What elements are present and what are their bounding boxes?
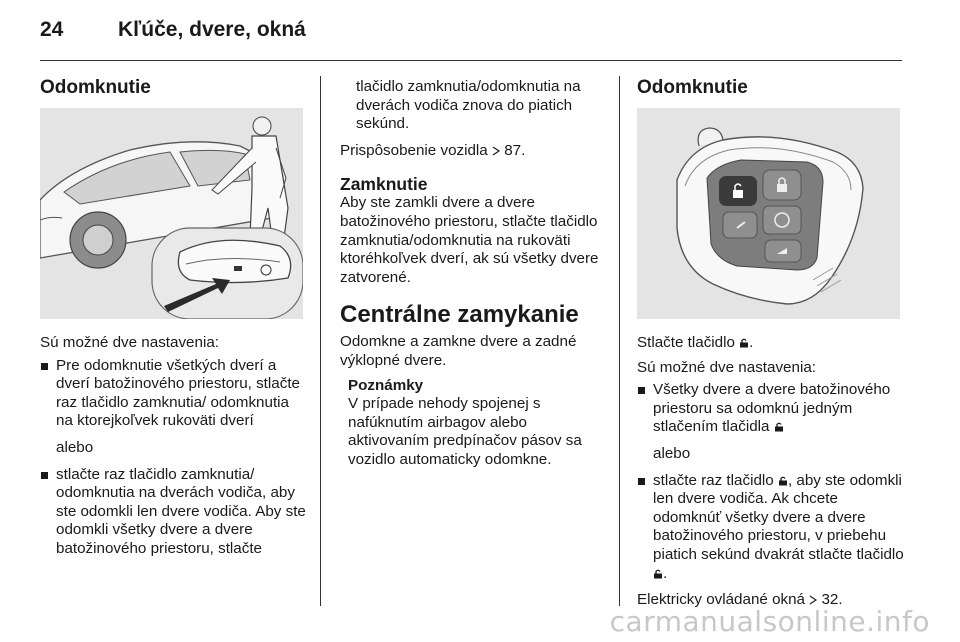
left-option-list <box>40 357 306 431</box>
car-door-handle-illustration <box>40 108 303 319</box>
settings-intro: Sú možné dve nastavenia: <box>40 334 219 351</box>
page-number: 24 <box>40 18 64 41</box>
adaptation-reference <box>340 142 610 161</box>
right-option-list <box>637 381 907 437</box>
press-text: Stlačte tlačidlo <box>637 334 735 351</box>
adaptation-text: Prispôsobenie vozidla <box>340 141 488 159</box>
page-reference-arrow-icon <box>492 146 500 156</box>
header-rule <box>40 60 902 61</box>
option-driver-door-a: stlačte raz tlačidlo <box>653 471 774 489</box>
right-column <box>637 77 907 99</box>
section-heading-lock: Zamknutie <box>340 174 428 195</box>
continuation-text: tlačidlo zamknutia/odomknutia na dverách vodiča znova do piatich sekúnd. <box>356 78 581 133</box>
windows-text: Elektricky ovládané okná <box>637 591 805 609</box>
page-reference-arrow-icon <box>809 595 817 605</box>
column-divider-left <box>320 76 321 606</box>
list-item <box>637 472 907 584</box>
unlock-icon <box>739 338 749 348</box>
option-all-doors: Pre odomknutie všetkých dverí a dverí batožinového priestoru, stlačte raz tlačidlo zamknutia/ odomknutia na ktorejkoľvek rukoväti dverí <box>56 356 300 430</box>
central-locking-text: Odomkne a zamkne dvere a zadné výklopné dvere. <box>340 333 577 369</box>
watermark: carmanualsonline.info <box>609 605 930 638</box>
option-driver-door: stlačte raz tlačidlo zamknutia/ odomknutia na dverách vodiča, aby ste odomkli len dvere vodiča. Aby ste odomkli všetky dvere a dvere batožinového priestoru, stlačte <box>56 465 306 557</box>
column-divider-right <box>619 76 620 606</box>
note-box <box>340 377 610 470</box>
press-end: . <box>749 334 754 351</box>
section-heading-unlock: Odomknutie <box>40 77 151 98</box>
option-driver-door-b: , aby ste odomkli len dvere vodiča. Ak chcete odomknúť všetky dvere a dvere batožinového priestoru, v priebehu piatich sekúnd dvakrát stlačte tlačidlo <box>653 471 904 563</box>
left-column-body <box>40 334 306 559</box>
right-column-body <box>637 334 907 610</box>
list-item <box>40 357 306 431</box>
remote-key-illustration <box>637 108 900 319</box>
right-option-list-2 <box>637 472 907 584</box>
option-all-doors-remote: Všetky dvere a dvere batožinového priestoru sa odomknú jedným stlačením tlačidla <box>653 381 891 436</box>
right-or-separator: alebo <box>653 444 691 462</box>
note-title: Poznámky <box>348 376 424 394</box>
press-button-line <box>637 334 907 353</box>
adaptation-page: 87. <box>504 141 526 159</box>
note-text: V prípade nehody spojenej s nafúknutím airbagov alebo aktivovaním predpínačov pásov sa vozidlo automaticky odomkne. <box>348 395 582 468</box>
option-driver-door-end: . <box>663 564 668 582</box>
middle-column <box>340 78 610 470</box>
list-item <box>637 381 907 437</box>
left-column <box>40 77 306 99</box>
list-item <box>40 466 306 559</box>
section-heading-central-locking: Centrálne zamykanie <box>340 301 579 329</box>
right-settings-intro: Sú možné dve nastavenia: <box>637 358 816 376</box>
remote-key-drawing <box>637 108 900 319</box>
section-heading-unlock-remote: Odomknutie <box>637 77 748 98</box>
unlock-icon <box>778 476 788 486</box>
left-option-list-2 <box>40 466 306 559</box>
page-header <box>40 18 920 58</box>
car-door-handle-drawing <box>40 108 303 319</box>
chapter-title: Kľúče, dvere, okná <box>118 18 306 41</box>
windows-page: 32. <box>821 591 843 609</box>
unlock-icon <box>774 422 784 432</box>
lock-text: Aby ste zamkli dvere a dvere batožinového priestoru, stlačte tlačidlo zamknutia/odomknutia na rukoväti ktoréhkoľvek dverí, ak sú všetky dvere zatvorené. <box>340 194 599 286</box>
or-separator: alebo <box>56 438 94 456</box>
unlock-icon <box>653 569 663 579</box>
